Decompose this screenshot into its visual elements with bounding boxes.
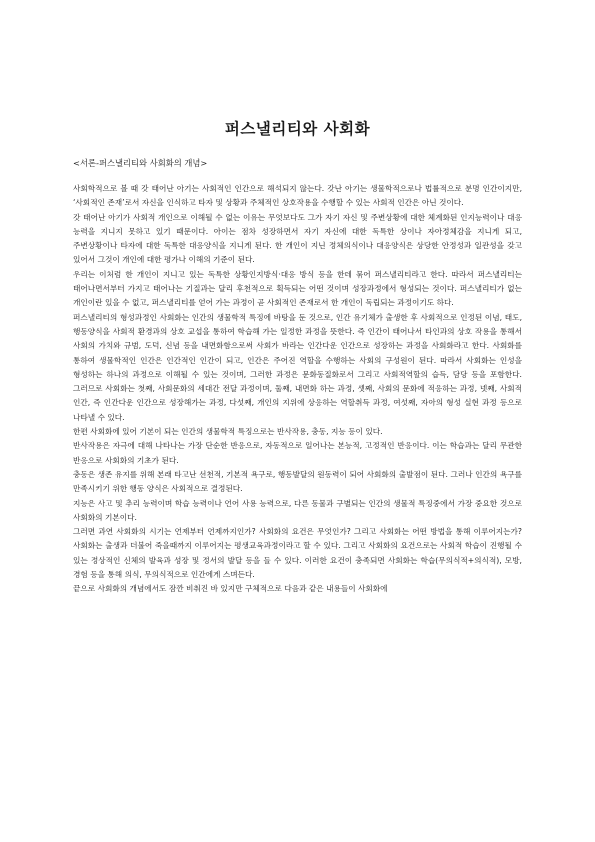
paragraph: 퍼스낼리티의 형성과정인 사회화는 인간의 생물학적 특징에 바탕을 둔 것으로, 인간 유기체가 출생한 후 사회적으로 인정된 이념, 태도, 행동양식을 사회적 환경과의 상호 교섭을 통하여 학습해 가는 일정한 과정을 뜻한다. 즉 인간이 태어나서 타인과의 상호 작용을 통해서 사회의 가치와 규범, 도덕, 신념 등을 내면화함으로써 사회가 바라는 인간다운 인간으로 성장하는 과정을 사회화라고 한다. 사회화를 통하여 생물학적인 인간은 인간적인 인간이 되고, 인간은 주어진 역할을 수행하는 사회의 구성원이 된다. 따라서 사회화는 인성을 형성하는 하나의 과정으로 이해될 수 있는 것이며, 그러한 과정은 문화동질화로서 그리고 사회적역할의 습득, 담당 등을 포함한다. 그러므로 사회화는 첫째, 사회문화의 세대간 전달 과정이며, 둘째, 내면화 하는 과정, 셋째, 사회의 문화에 적응하는 과정, 넷째, 사회적 인간, 즉 인간다운 인간으로 성장해가는 과정, 다섯째, 개인의 지위에 상응하는 역할취득 과정, 여섯째, 자아의 형성 실현 과정 등으로 나타낼 수 있다. (73, 312, 523, 422)
paragraph: 반사작용은 자극에 대해 나타나는 가장 단순한 반응으로, 자동적으로 일어나는 본능적, 고정적인 반응이다. 이는 학습과는 달리 무관한 반응으로 사회화의 기초가 된다. (73, 441, 522, 465)
paragraph: 한편 사회화에 있어 기본이 되는 인간의 생물학적 특징으로는 반사작용, 충동, 지능 등이 있다. (73, 427, 383, 437)
paragraph: 끝으로 사회화의 개념에서도 잠깐 비춰진 바 있지만 구체적으로 다음과 같은 내용들이 사회화에 (73, 584, 388, 594)
paragraph: 갓 태어난 아기가 사회적 개인으로 이해될 수 없는 이유는 무엇보다도 그가 자기 자신 및 주변상황에 대한 체계화된 인지능력이나 대응 능력을 지니지 못하고 있기 때문이다. 아이는 점차 성장하면서 자기 자신에 대한 독특한 상이나 자아정체감을 지니게 되고, 주변상황이나 타자에 대한 독특한 대응양식을 지니게 된다. 한 개인이 지닌 정체의식이나 대응양식은 상당한 안정성과 일관성을 갖고 있어서 그것이 개인에 대한 평가나 이해의 기준이 된다. (73, 212, 522, 265)
paragraph: 지능은 사고 및 추리 능력이며 학습 능력이나 언어 사용 능력으로, 다른 동물과 구별되는 인간의 생물적 특징중에서 가장 중요한 것으로 사회화의 기본이다. (73, 498, 522, 522)
document-body (73, 182, 522, 597)
section-subtitle: <서론-퍼스낼리티와 사회화의 개념> (73, 158, 208, 168)
paragraph: 그러면 과연 사회화의 시기는 언제부터 언제까지인가? 사회화의 요건은 무엇인가? 그리고 사회화는 어떤 방법을 통해 이루어지는가? 사회화는 출생과 더불어 죽을때까지 이루어지는 평생교육과정이라고 할 수 있다. 그리고 사회화의 요건으로는 사회적 학습이 진행될 수 있는 정상적인 신체의 발육과 성장 및 정서의 발달 등을 들 수 있다. 이러한 요건이 충족되면 사회화는 학습(무의식적+의식적), 모방, 경험 등을 통해 의식, 무의식적으로 인간에게 스며든다. (73, 527, 522, 580)
document-title: 퍼스낼리티와 사회화 (224, 120, 371, 138)
paragraph: 우리는 이처럼 한 개인이 지니고 있는 독특한 상황인지방식·대응 방식 등을 한데 묶어 퍼스낼리티라고 한다. 따라서 퍼스낼리티는 태어나면서부터 가지고 태어나는 기질과는 달리 후천적으로 획득되는 어떤 것이며 성장과정에서 형성되는 것이다. 퍼스낼리티가 없는 개인이란 있을 수 없고, 퍼스낼리티를 얻어 가는 과정이 곧 사회적인 존재로서 한 개인이 독립되는 과정이기도 하다. (73, 269, 522, 308)
paragraph: 사회학적으로 볼 때 갓 태어난 아기는 사회적인 인간으로 해석되지 않는다. 갓난 아기는 생물학적으로나 법률적으로 분명 인간이지만, ‘사회적인 존재’로서 자신을 인식하고 타자 및 상황과 주체적인 상호작용을 수행할 수 있는 사회적 인간은 아닌 것이다. (73, 184, 522, 208)
paragraph: 충동은 생존 유지를 위해 본래 타고난 선천적, 기본적 욕구로, 행동발달의 원동력이 되어 사회화의 출발점이 된다. 그러나 인간의 욕구를 만족시키기 위한 행동 양식은 사회적으로 결정된다. (73, 469, 522, 494)
